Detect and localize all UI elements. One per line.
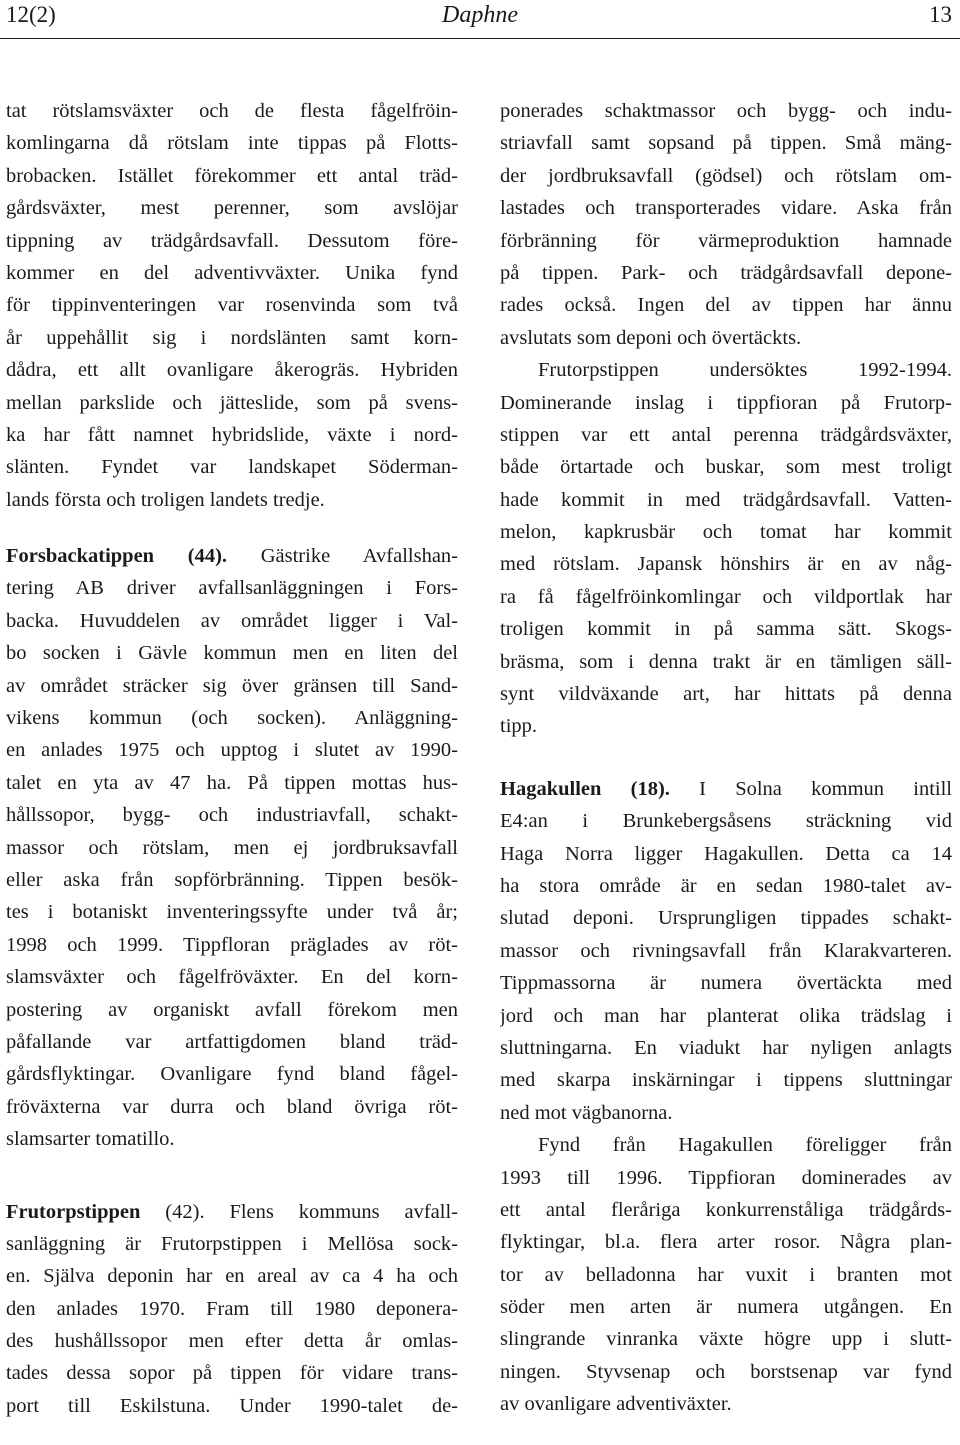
text-line: ha stora område är en sedan 1980-talet av- xyxy=(500,874,952,897)
text-line: port till Eskilstuna. Under 1990-talet de- xyxy=(6,1394,458,1417)
text-line: Tippmassorna är numera övertäckta med xyxy=(500,972,952,995)
text-line: en. Själva deponin har en areal av ca 4 ha och xyxy=(6,1265,458,1288)
text-line: flyktingar, bl.a. flera arter rosor. Några plan- xyxy=(500,1231,952,1254)
text-line: bo socken i Gävle kommun men en liten del xyxy=(6,642,458,665)
text-line: Fynd från Hagakullen föreligger från xyxy=(538,1134,952,1157)
issue-number: 12(2) xyxy=(6,2,56,27)
text-line: gårdsflyktingar. Ovanligare fynd bland fågel- xyxy=(6,1063,458,1086)
text-line: en anlades 1975 och upptog i slutet av 1990- xyxy=(6,739,458,762)
text-line: tes i botaniskt inventeringssyfte under två år; xyxy=(6,901,458,924)
text-line: år uppehållit sig i nordslänten samt korn- xyxy=(6,326,458,349)
text-line: talet en yta av 47 ha. På tippen mottas hus- xyxy=(6,771,458,794)
text-line: 1993 till 1996. Tippfioran dominerades av xyxy=(500,1166,952,1189)
text-line: fröväxterna var durra och bland övriga röt- xyxy=(6,1095,458,1118)
text-line: hade kommit in med trädgårdsavfall. Vatten- xyxy=(500,488,952,511)
text-line: den anlades 1970. Fram till 1980 deponera- xyxy=(6,1297,458,1320)
text-line: både örtartade och buskar, som mest troligt xyxy=(500,456,952,479)
text-line: avslutats som deponi och övertäckts. xyxy=(500,326,802,349)
heading-continuation: I Solna kommun intill xyxy=(669,777,952,800)
running-header xyxy=(0,0,960,34)
heading-continuation: Gästrike Avfallshan- xyxy=(227,545,458,568)
header-rule xyxy=(0,38,960,39)
text-line: sanläggning är Frutorpstippen i Mellösa sock- xyxy=(6,1232,458,1255)
text-line: rades också. Ingen del av tippen har ännu xyxy=(500,294,952,317)
text-line xyxy=(6,540,458,572)
text-line: brobacken. Istället förekommer ett antal träd- xyxy=(6,164,458,187)
text-line: synt vildväxande art, har hittats på denna xyxy=(500,683,952,706)
text-line: massor och rötslam, men ej jordbruksavfall xyxy=(6,836,458,859)
page-number: 13 xyxy=(929,2,952,27)
text-line: striavfall samt sopsand på tippen. Små mäng- xyxy=(500,132,952,155)
paragraph-gap xyxy=(6,516,458,540)
journal-title: Daphne xyxy=(442,2,518,28)
text-line: mellan parkslide och jätteslide, som på svens- xyxy=(6,391,458,414)
text-line: tor av belladonna har vuxit i branten mot xyxy=(500,1263,952,1286)
right-text-column xyxy=(500,95,952,1421)
text-line: postering av organiskt avfall förekom men xyxy=(6,998,458,1021)
text-line: lastades och transporterades vidare. Aska från xyxy=(500,197,952,220)
text-line: 1998 och 1999. Tippfloran präglades av röt- xyxy=(6,933,458,956)
text-line: jord och man har planterat olika trädslag i xyxy=(500,1004,952,1027)
text-line: söder men arten är numera utgången. En xyxy=(500,1296,952,1319)
text-line: gårdsväxter, mest perenner, som avslöjar xyxy=(6,197,458,220)
text-line: slamsarter tomatillo. xyxy=(6,1128,175,1151)
text-line: vikens kommun (och socken). Anläggning- xyxy=(6,707,458,730)
text-line: massor och rivningsavfall från Klarakvarteren. xyxy=(500,939,952,962)
paragraph-gap xyxy=(500,743,952,773)
heading-continuation: (42). Flens kommuns avfall- xyxy=(140,1200,458,1223)
text-line: dådra, ett allt ovanligare åkerogräs. Hybriden xyxy=(6,359,458,382)
text-line: der jordbruksavfall (gödsel) och rötslam om- xyxy=(500,164,952,187)
text-line: stippen var ett antal perenna trädgårdsväxter, xyxy=(500,423,952,446)
text-line: av ovanligare adventiväxter. xyxy=(500,1393,732,1416)
text-line xyxy=(6,1196,458,1228)
section-heading: Hagakullen (18). xyxy=(500,777,670,800)
text-line: ka har fått namnet hybridslide, växte i nord- xyxy=(6,423,458,446)
text-line: på tippen. Park- och trädgårdsavfall depone- xyxy=(500,261,952,284)
text-line: med rötslam. Japansk hönshirs är en av någ- xyxy=(500,553,952,576)
text-line: ningen. Styvsenap och borstsenap var fynd xyxy=(500,1360,952,1383)
text-line: tades dessa sopor på tippen för vidare trans- xyxy=(6,1362,458,1385)
text-line: tippning av trädgårdsavfall. Dessutom före- xyxy=(6,229,458,252)
text-line: sluttningarna. En viadukt har nyligen anlagts xyxy=(500,1036,952,1059)
text-line: lands första och troligen landets tredje. xyxy=(6,488,325,511)
text-line: med skarpa inskärningar i tippens sluttningar xyxy=(500,1069,952,1092)
text-line: des hushållssopor men efter detta år omlas- xyxy=(6,1330,458,1353)
text-line: kommer en del adventivväxter. Unika fynd xyxy=(6,261,458,284)
text-line: Haga Norra ligger Hagakullen. Detta ca 14 xyxy=(500,842,952,865)
paragraph-gap xyxy=(6,1156,458,1196)
left-text-column xyxy=(6,95,458,1422)
text-line: tipp. xyxy=(500,715,538,738)
text-line: påfallande var artfattigdomen bland träd- xyxy=(6,1030,458,1053)
text-line: slingrande vinranka växte högre upp i slutt- xyxy=(500,1328,952,1351)
text-line: Dominerande inslag i tippfioran på Frutorp- xyxy=(500,391,952,414)
text-line: eller aska från sopförbränning. Tippen besök- xyxy=(6,868,458,891)
text-line: E4:an i Brunkebergsåsens sträckning vid xyxy=(500,810,952,833)
text-line: ett antal fleråriga konkurrenståliga trädgårds- xyxy=(500,1198,952,1221)
text-line: slänten. Fyndet var landskapet Söderman- xyxy=(6,456,458,479)
text-line: förbränning för värmeproduktion hamnade xyxy=(500,229,952,252)
text-line: Frutorpstippen undersöktes 1992-1994. xyxy=(538,359,952,382)
text-line: slamsväxter och fågelfröväxter. En del korn- xyxy=(6,966,458,989)
section-heading: Forsbackatippen (44). xyxy=(6,545,228,568)
text-line: slutad deponi. Ursprungligen tippades schakt- xyxy=(500,907,952,930)
text-line: tat rötslamsväxter och de flesta fågelfröin- xyxy=(6,100,458,122)
text-line: melon, kapkrusbär och tomat har kommit xyxy=(500,521,952,544)
text-line: troligen kommit in på samma sätt. Skogs- xyxy=(500,618,952,641)
text-line: ponerades schaktmassor och bygg- och indu- xyxy=(500,100,952,122)
text-line: ned mot vägbanorna. xyxy=(500,1101,673,1124)
text-line: komlingarna då rötslam inte tippas på Flotts- xyxy=(6,132,458,155)
text-line: för tippinventeringen var rosenvinda som två xyxy=(6,294,458,317)
text-line xyxy=(500,773,952,805)
text-line: hållssopor, bygg- och industriavfall, schakt- xyxy=(6,804,458,827)
text-line: av området sträcker sig över gränsen till Sand- xyxy=(6,674,458,697)
text-line: ra få fågelfröinkomlingar och vildportlak har xyxy=(500,585,952,608)
text-line: tering AB driver avfallsanläggningen i Fors- xyxy=(6,577,458,600)
text-line: backa. Huvuddelen av området ligger i Val- xyxy=(6,609,458,632)
text-line: bräsma, som i denna trakt är en tämligen säll- xyxy=(500,650,952,673)
section-heading: Frutorpstippen xyxy=(6,1200,141,1223)
